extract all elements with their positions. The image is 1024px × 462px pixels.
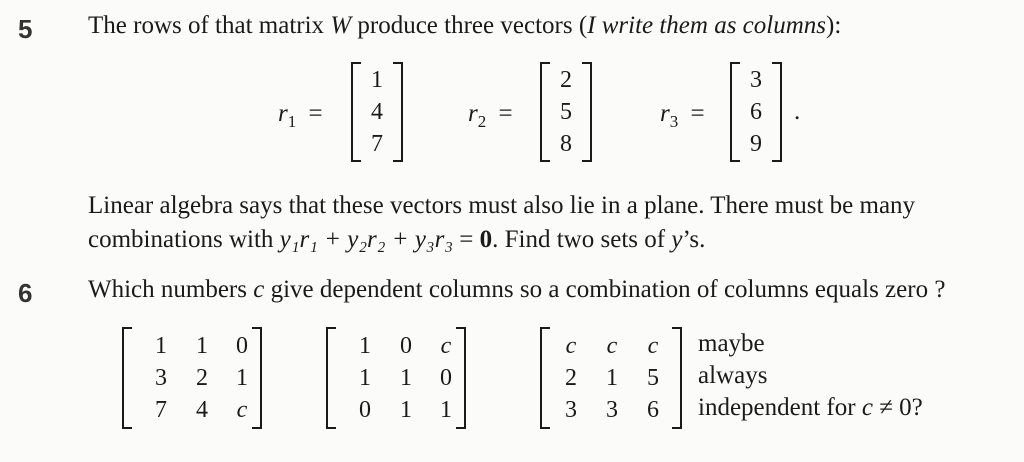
side-label-maybe: maybe bbox=[698, 330, 765, 357]
side-label-independent: independent for c ≠ 0? bbox=[698, 394, 923, 421]
vector-r2 bbox=[540, 62, 592, 162]
matrix-a-entry: 1 bbox=[236, 365, 248, 391]
matrix-c-entry: 2 bbox=[565, 365, 577, 391]
matrix-b-entry: 1 bbox=[400, 365, 412, 391]
vector-r2-entry: 2 bbox=[560, 67, 572, 93]
vector-r1-entry: 7 bbox=[371, 131, 383, 157]
matrix-a-entry: c bbox=[236, 397, 248, 423]
matrix-a-entry: 7 bbox=[155, 397, 167, 423]
matrix-c-entry: 3 bbox=[606, 397, 618, 423]
problem-number-6: 6 bbox=[18, 278, 33, 308]
matrix-b-entry: c bbox=[440, 333, 452, 359]
matrix-a bbox=[122, 327, 262, 429]
matrix-b bbox=[326, 327, 466, 429]
matrix-c-entry: 6 bbox=[647, 397, 659, 423]
vector-r1 bbox=[351, 62, 403, 162]
matrix-b-entry: 1 bbox=[359, 365, 371, 391]
vector-r3-entry: 6 bbox=[750, 99, 762, 125]
vector-label-r3: $r_3$ = bbox=[660, 100, 705, 131]
matrix-a-entry: 0 bbox=[236, 333, 248, 359]
matrix-b-entry: 0 bbox=[440, 365, 452, 391]
vector-r2-entry: 8 bbox=[560, 131, 572, 157]
matrix-b-entry: 1 bbox=[400, 397, 412, 423]
vector-r3-entry: 9 bbox=[750, 131, 762, 157]
matrix-c-entry: c bbox=[565, 333, 577, 359]
matrix-c-entry: 5 bbox=[647, 365, 659, 391]
matrix-a-entry: 1 bbox=[196, 333, 208, 359]
vector-r2-entry: 5 bbox=[560, 99, 572, 125]
matrix-c bbox=[540, 327, 682, 429]
matrix-c-entry: c bbox=[606, 333, 618, 359]
problem5-text-line1: Linear algebra says that these vectors must also lie in a plane. There must be many bbox=[88, 192, 916, 219]
problem5-intro: The rows of that matrix W produce three vectors (I write them as columns): bbox=[88, 12, 842, 39]
problem5-text-line2: combinations with y₁r₁ + y₂r₂ + y₃r₃ = 0. Find two sets of y’s. bbox=[88, 226, 706, 253]
vector-r3-entry: 3 bbox=[750, 67, 762, 93]
matrix-a-entry: 3 bbox=[155, 365, 167, 391]
matrix-b-entry: 0 bbox=[400, 333, 412, 359]
matrix-b-entry: 1 bbox=[359, 333, 371, 359]
matrix-a-entry: 2 bbox=[196, 365, 208, 391]
vector-r1-entry: 4 bbox=[371, 99, 383, 125]
side-label-always: always bbox=[698, 362, 768, 389]
vector-r1-entry: 1 bbox=[371, 67, 383, 93]
problem6-question: Which numbers c give dependent columns so a combination of columns equals zero ? bbox=[88, 276, 946, 303]
vector-label-r1: $r_1$ = bbox=[278, 100, 323, 131]
matrix-c-entry: 1 bbox=[606, 365, 618, 391]
matrix-c-entry: c bbox=[647, 333, 659, 359]
matrix-a-entry: 1 bbox=[155, 333, 167, 359]
problem-number-5: 5 bbox=[18, 14, 33, 44]
vector-r3 bbox=[730, 62, 782, 162]
vector-period: . bbox=[794, 98, 801, 125]
matrix-b-entry: 1 bbox=[440, 397, 452, 423]
vector-label-r2: $r_2$ = bbox=[468, 100, 513, 131]
matrix-a-entry: 4 bbox=[196, 397, 208, 423]
matrix-b-entry: 0 bbox=[359, 397, 371, 423]
matrix-c-entry: 3 bbox=[565, 397, 577, 423]
